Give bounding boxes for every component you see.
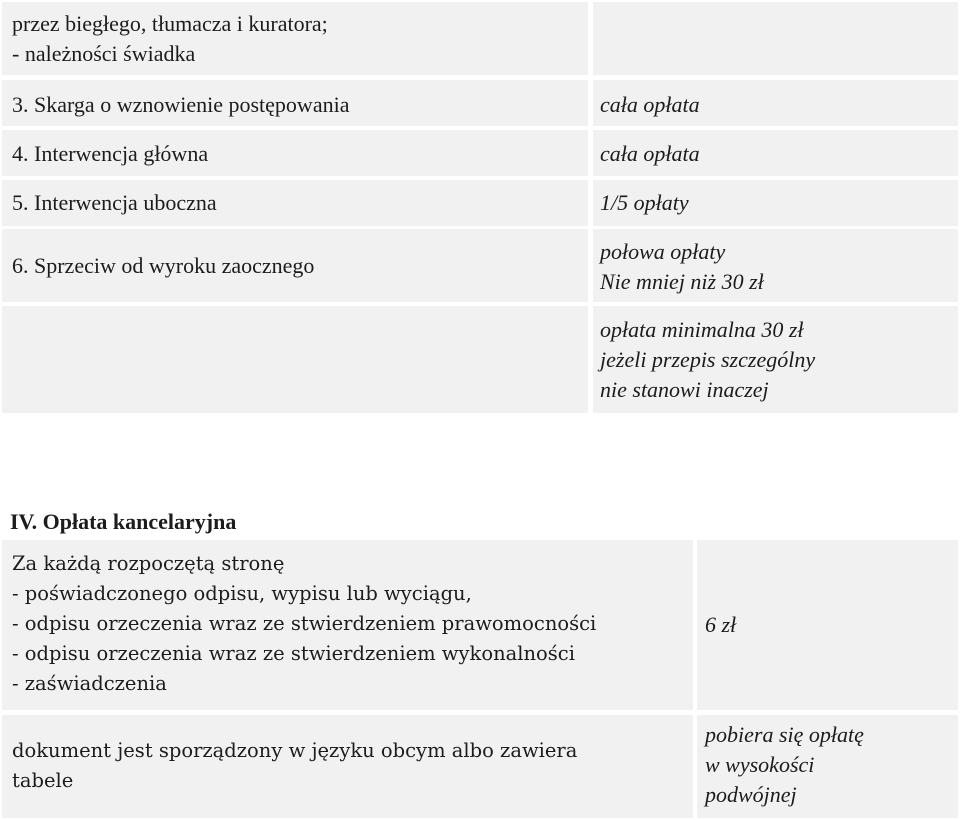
table-cell-row-fee — [593, 80, 958, 126]
table-cell-continuation-label — [2, 2, 588, 75]
row-fee-line: nie stanowi inaczej — [600, 377, 769, 402]
continuation-line: - należności świadka — [12, 41, 196, 66]
row-text-line: - poświadczonego odpisu, wypisu lub wyciągu, — [12, 582, 472, 605]
table-cell-row-fee — [593, 306, 958, 413]
row-fee: 1/5 opłaty — [600, 190, 689, 215]
row-text-line: tabele — [12, 769, 74, 792]
row-label: 3. Skarga o wznowienie postępowania — [12, 92, 350, 117]
row-fee-line: w wysokości — [705, 752, 815, 777]
row-label: 6. Sprzeciw od wyroku zaocznego — [12, 253, 315, 278]
table-cell-row-label — [2, 80, 588, 126]
table-cell-row-text — [2, 540, 693, 710]
table-cell-row-fee — [593, 229, 958, 302]
continuation-line: przez biegłego, tłumacza i kuratora; — [12, 11, 328, 36]
table-cell-continuation-fee — [593, 2, 958, 75]
table-cell-row-fee — [593, 130, 958, 176]
table-cell-row-label — [2, 130, 588, 176]
row-label: 5. Interwencja uboczna — [12, 190, 217, 215]
row-text-line: dokument jest sporządzony w języku obcym albo zawiera — [12, 739, 578, 762]
row-fee: 6 zł — [705, 612, 737, 637]
table-cell-row-label — [2, 229, 588, 302]
row-fee-line: pobiera się opłatę — [705, 722, 864, 747]
row-label: 4. Interwencja główna — [12, 141, 209, 166]
row-fee-line: podwójnej — [705, 782, 797, 807]
row-fee: cała opłata — [600, 141, 700, 166]
section-title: IV. Opłata kancelaryjna — [10, 509, 237, 534]
row-fee-line: Nie mniej niż 30 zł — [600, 269, 764, 294]
row-fee: cała opłata — [600, 92, 700, 117]
table-cell-row-fee — [697, 540, 958, 710]
row-fee-line: jeżeli przepis szczególny — [600, 347, 816, 372]
row-fee-line: opłata minimalna 30 zł — [600, 317, 804, 342]
table-cell-row-fee — [697, 715, 958, 818]
table-cell-row-label — [2, 306, 588, 413]
table-cell-row-fee — [593, 180, 958, 226]
table-cell-row-label — [2, 180, 588, 226]
row-text-line: Za każdą rozpoczętą stronę — [12, 552, 285, 575]
row-fee-line: połowa opłaty — [600, 239, 726, 264]
row-text-line: - odpisu orzeczenia wraz ze stwierdzeniem prawomocności — [12, 612, 597, 635]
row-text-line: - odpisu orzeczenia wraz ze stwierdzeniem wykonalności — [12, 642, 575, 665]
row-text-line: - zaświadczenia — [12, 672, 167, 695]
table-cell-row-text — [2, 715, 693, 818]
